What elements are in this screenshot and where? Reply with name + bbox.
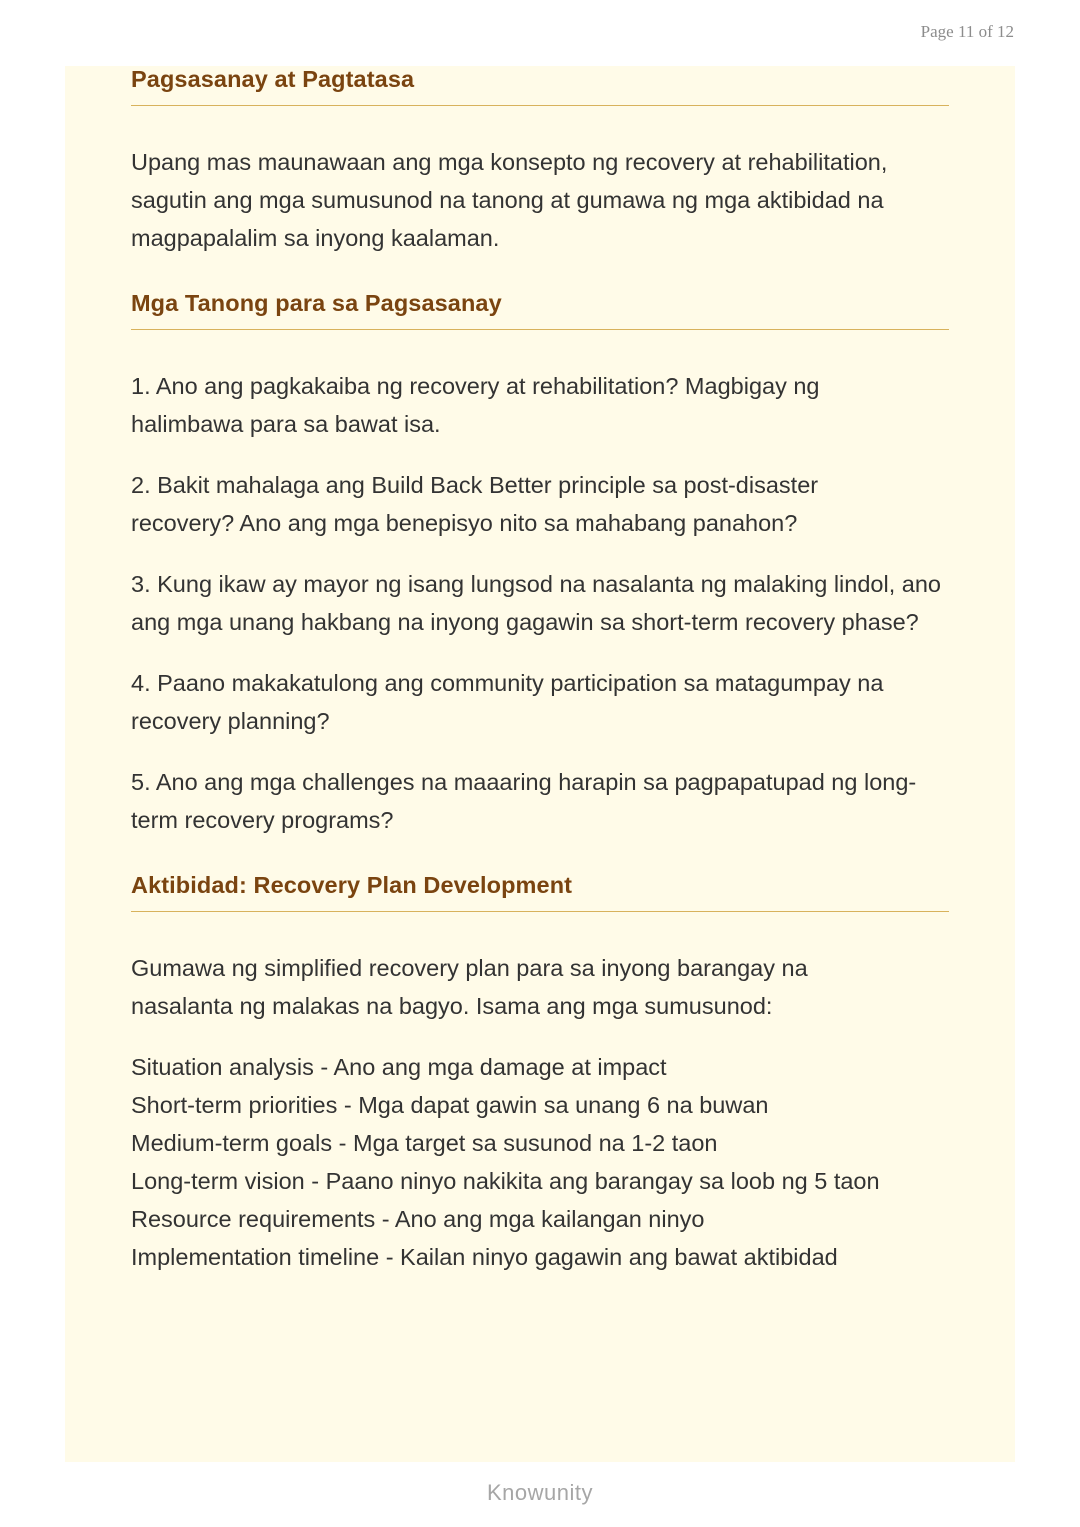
- plan-item: Implementation timeline - Kailan ninyo gagawin ang bawat aktibidad: [131, 1244, 838, 1270]
- activity-intro: Gumawa ng simplified recovery plan para sa inyong barangay na nasalanta ng malakas na bagyo. Isama ang mga sumusunod:: [131, 955, 808, 1019]
- plan-item: Resource requirements - Ano ang mga kailangan ninyo: [131, 1206, 705, 1232]
- plan-item: Short-term priorities - Mga dapat gawin sa unang 6 na buwan: [131, 1092, 769, 1118]
- plan-item: Long-term vision - Paano ninyo nakikita ang barangay sa loob ng 5 taon: [131, 1168, 880, 1194]
- question-1: 1. Ano ang pagkakaiba ng recovery at rehabilitation? Magbigay ng halimbawa para sa bawat isa.: [131, 373, 820, 437]
- plan-item: Medium-term goals - Mga target sa susunod na 1-2 taon: [131, 1130, 718, 1156]
- content-inner: [131, 66, 949, 1276]
- plan-item: Situation analysis - Ano ang mga damage at impact: [131, 1054, 667, 1080]
- page-number: Page 11 of 12: [920, 22, 1014, 41]
- footer-brand: Knowunity: [486, 1480, 593, 1505]
- question-5: 5. Ano ang mga challenges na maaaring harapin sa pagpapatupad ng long-term recovery programs?: [131, 769, 917, 833]
- section-heading-aktibidad: Aktibidad: Recovery Plan Development: [131, 872, 949, 912]
- content-panel: [65, 66, 1015, 1462]
- question-3: 3. Kung ikaw ay mayor ng isang lungsod na nasalanta ng malaking lindol, ano ang mga unang hakbang na inyong gagawin sa short-term recovery phase?: [131, 571, 941, 635]
- section-heading-mga-tanong: Mga Tanong para sa Pagsasanay: [131, 290, 949, 330]
- recovery-plan-list: [131, 1048, 949, 1276]
- intro-paragraph: Upang mas maunawaan ang mga konsepto ng recovery at rehabilitation, sagutin ang mga sumusunod na tanong at gumawa ng mga aktibidad na magpapalalim sa inyong kaalaman.: [131, 149, 888, 251]
- section-heading-pagsasanay-at-pagtatasa: Pagsasanay at Pagtatasa: [131, 66, 949, 106]
- question-4: 4. Paano makakatulong ang community participation sa matagumpay na recovery planning?: [131, 670, 884, 734]
- question-2: 2. Bakit mahalaga ang Build Back Better principle sa post-disaster recovery? Ano ang mga benepisyo nito sa mahabang panahon?: [131, 472, 819, 536]
